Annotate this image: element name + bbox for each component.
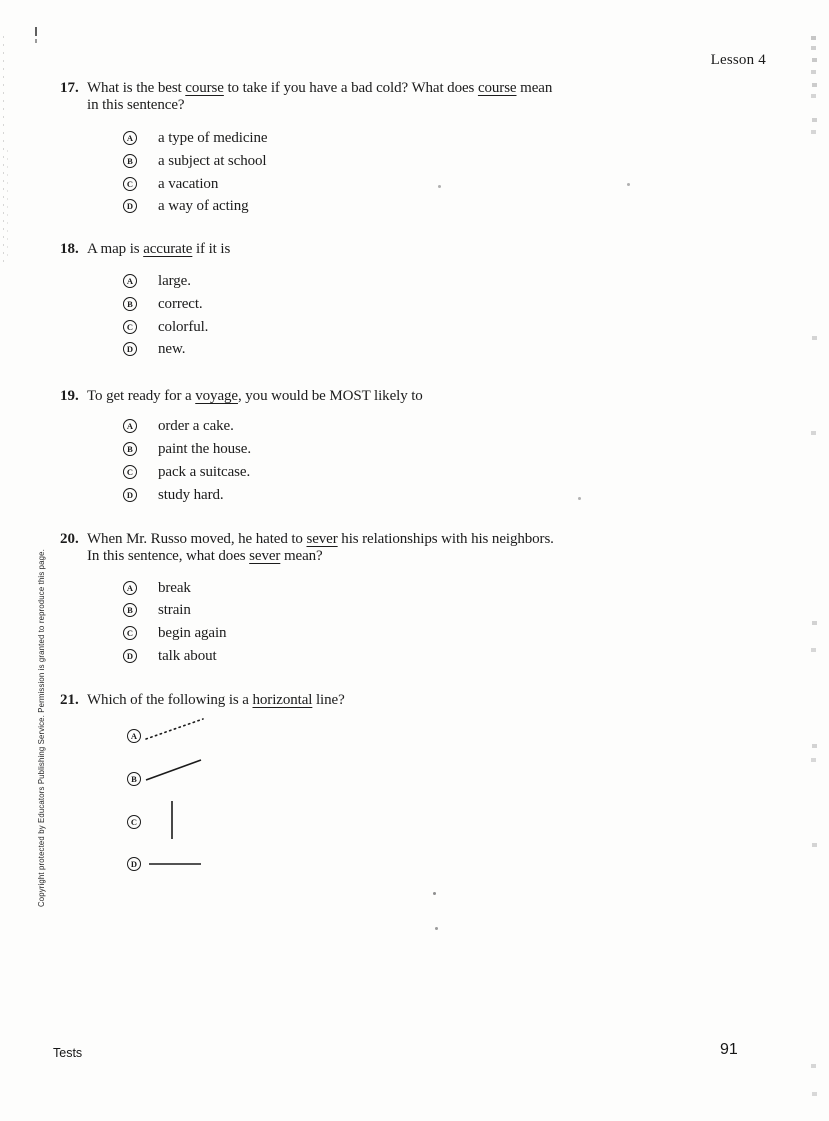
option-letter: B xyxy=(131,773,137,784)
option-letter-icon xyxy=(123,465,137,479)
scan-artifact xyxy=(433,892,436,895)
scan-artifact xyxy=(3,36,4,266)
option-letter: D xyxy=(126,343,134,354)
option-19-C xyxy=(123,461,250,483)
option-text: a subject at school xyxy=(158,152,267,169)
option-text: strain xyxy=(158,601,191,618)
underlined-word: sever xyxy=(306,531,338,547)
option-letter-icon xyxy=(123,603,137,617)
option-letter: A xyxy=(126,420,134,431)
question-number: 21. xyxy=(60,692,79,708)
question-number: 18. xyxy=(60,241,79,257)
option-17-D xyxy=(123,195,249,217)
question-text xyxy=(87,692,620,709)
question-text xyxy=(87,388,620,405)
underlined-word: voyage xyxy=(195,388,238,404)
horizontal-line-figure xyxy=(135,839,210,889)
text-segment: to take if you have a bad cold? What does xyxy=(223,80,478,96)
option-letter: B xyxy=(127,443,133,454)
text-segment: In this sentence, what does xyxy=(87,547,250,564)
option-letter: B xyxy=(127,298,133,309)
option-17-A xyxy=(123,127,267,149)
option-19-A xyxy=(123,415,234,437)
option-letter: B xyxy=(127,155,133,166)
option-letter-icon xyxy=(123,581,137,595)
text-segment: in this sentence? xyxy=(87,96,185,113)
text-segment: if it is xyxy=(192,241,231,257)
option-letter-icon xyxy=(123,131,137,145)
text-segment: , you would be MOST likely to xyxy=(237,388,423,404)
option-20-C xyxy=(123,622,226,644)
option-letter-icon xyxy=(123,649,137,663)
option-letter: C xyxy=(126,321,134,332)
option-19-B xyxy=(123,438,251,460)
option-letter-icon xyxy=(123,199,137,213)
option-letter: A xyxy=(126,132,134,143)
option-text: a vacation xyxy=(158,175,219,192)
copyright-sidebar-text: Copyright protected by Educators Publishing Service. Permission is granted to reproduce this page. xyxy=(37,549,46,907)
option-text: colorful. xyxy=(158,318,209,335)
option-text: new. xyxy=(158,340,186,357)
text-segment: What is the best xyxy=(87,80,186,96)
option-letter-icon xyxy=(123,297,137,311)
option-17-B xyxy=(123,150,266,172)
option-letter-icon xyxy=(123,274,137,288)
option-letter: C xyxy=(126,178,134,189)
scan-artifact xyxy=(35,27,37,36)
option-text: order a cake. xyxy=(158,417,234,434)
option-letter: A xyxy=(130,730,138,741)
scan-artifact xyxy=(35,39,37,43)
option-letter-icon xyxy=(123,442,137,456)
question-text xyxy=(87,241,620,258)
scan-artifact xyxy=(7,150,8,260)
option-letter: D xyxy=(126,200,134,211)
footer-page-number: 91 xyxy=(720,1041,738,1058)
option-letter: D xyxy=(126,650,134,661)
underlined-word: accurate xyxy=(143,241,193,257)
option-text: paint the house. xyxy=(158,440,251,457)
option-letter: B xyxy=(127,604,133,615)
option-letter-icon xyxy=(123,342,137,356)
underlined-word: sever xyxy=(249,547,281,564)
question-text xyxy=(87,531,620,564)
option-18-C xyxy=(123,316,208,338)
question-21 xyxy=(60,692,620,709)
option-letter: D xyxy=(126,489,134,500)
underlined-word: course xyxy=(477,80,517,96)
option-18-B xyxy=(123,293,203,315)
option-text: large. xyxy=(158,272,191,289)
question-number: 20. xyxy=(60,531,79,547)
text-segment: mean? xyxy=(280,547,323,564)
option-text: a type of medicine xyxy=(158,129,268,146)
option-letter-icon xyxy=(123,177,137,191)
option-letter: A xyxy=(126,275,134,286)
question-18 xyxy=(60,241,620,258)
option-17-C xyxy=(123,173,218,195)
option-text: correct. xyxy=(158,295,203,312)
question-20 xyxy=(60,531,620,564)
option-letter-icon xyxy=(123,320,137,334)
option-letter-icon xyxy=(123,154,137,168)
underlined-word: horizontal xyxy=(252,692,313,708)
question-text xyxy=(87,80,620,113)
question-number: 17. xyxy=(60,80,79,96)
option-letter: C xyxy=(126,627,134,638)
option-letter: D xyxy=(130,858,138,869)
option-20-B xyxy=(123,599,191,621)
question-19 xyxy=(60,388,620,405)
option-letter: C xyxy=(126,466,134,477)
text-segment: A map is xyxy=(87,241,144,257)
question-number: 19. xyxy=(60,388,79,404)
option-letter: C xyxy=(130,816,138,827)
text-segment: When Mr. Russo moved, he hated to xyxy=(87,531,307,547)
option-letter-icon xyxy=(123,488,137,502)
option-19-D xyxy=(123,484,224,506)
question-17 xyxy=(60,80,620,113)
option-text: talk about xyxy=(158,647,217,664)
option-text: pack a suitcase. xyxy=(158,463,251,480)
underlined-word: course xyxy=(185,80,224,96)
text-segment: To get ready for a xyxy=(87,388,196,404)
option-21-D xyxy=(127,839,217,889)
option-18-A xyxy=(123,270,191,292)
option-20-A xyxy=(123,577,191,599)
option-20-D xyxy=(123,645,217,667)
option-18-D xyxy=(123,338,185,360)
option-text: study hard. xyxy=(158,486,224,503)
text-segment: his relationships with his neighbors. xyxy=(337,531,554,547)
lesson-header: Lesson 4 xyxy=(710,52,766,68)
option-letter-icon xyxy=(123,626,137,640)
option-letter: A xyxy=(126,582,134,593)
footer-section-label: Tests xyxy=(53,1046,83,1060)
scan-artifact xyxy=(811,36,816,40)
option-text: begin again xyxy=(158,624,227,641)
option-letter-icon xyxy=(123,419,137,433)
text-segment: Which of the following is a xyxy=(87,692,253,708)
option-text: break xyxy=(158,579,191,596)
option-text: a way of acting xyxy=(158,197,249,214)
text-segment: mean xyxy=(516,80,553,96)
text-segment: line? xyxy=(312,692,345,708)
